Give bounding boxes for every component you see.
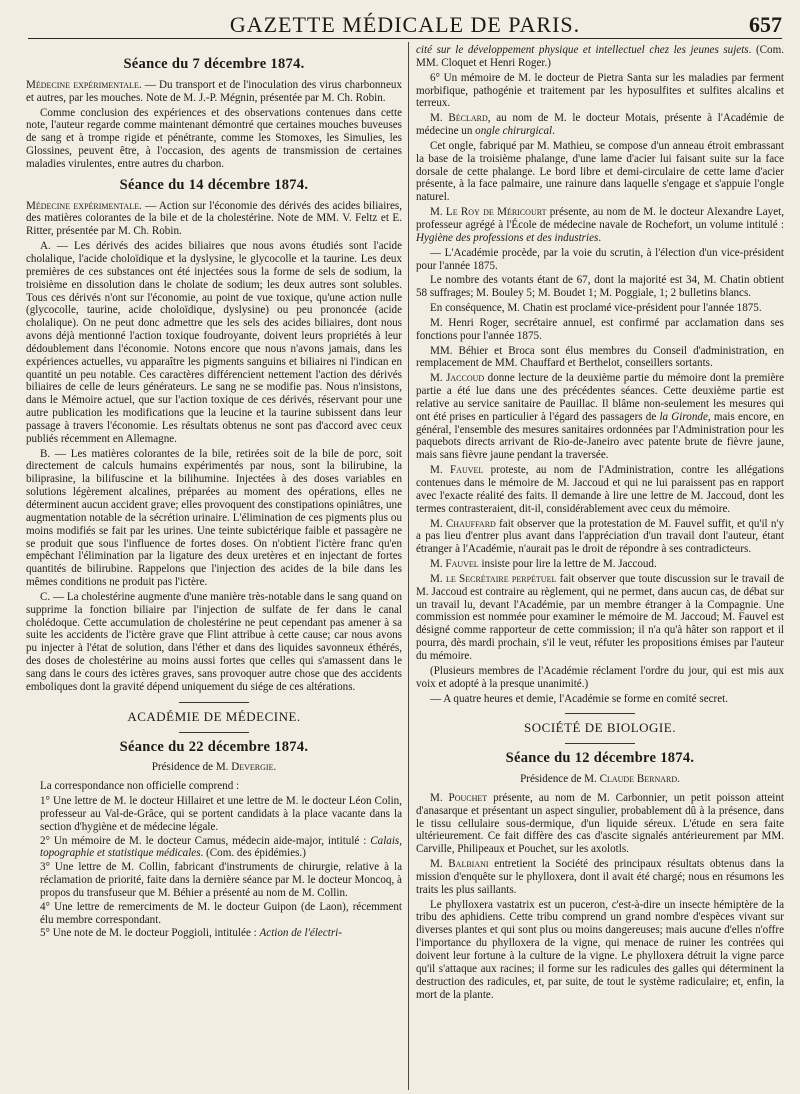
paragraph: Comme conclusion des expériences et des observations contenues dans cette note, l'auteur regarde comme maintenant démontré que certaines mouches buveuses de sang et à trompe rigide et pénétrante, comme les Stomoxes, les Simulies, les Glossines, peuvent être, à l'occasion, des agents de transmission de certaines maladies virulentes, entre autres du charbon. bbox=[26, 106, 402, 170]
separator-rule bbox=[179, 702, 249, 703]
paragraph-balbiani: M. Balbiani entretient la Société des principaux résultats obtenus dans la mission d'enquête sur le phylloxera, dont il avait été chargé; nous en résumons les traits les plus saillants. bbox=[416, 858, 784, 896]
masthead bbox=[28, 8, 782, 39]
paragraph: MM. Béhier et Broca sont élus membres du Conseil d'administration, en remplacement de MM. Chauffard et Berthelot, conseillers sortants. bbox=[416, 344, 784, 370]
session-heading-12-dec: Séance du 12 décembre 1874. bbox=[505, 750, 695, 767]
right-column bbox=[416, 44, 784, 1089]
list-item: 2° Un mémoire de M. le docteur Camus, médecin aide-major, intitulé : Calais, topographie et statistique médicales. (Com. des épidémies.) bbox=[40, 834, 402, 860]
paragraph-le-roy: M. Le Roy de Méricourt présente, au nom de M. le docteur Alexandre Layet, professeur agrégé à l'École de médecine navale de Rochefort, un volume intitulé : Hygiène des professions et des industries. bbox=[416, 206, 784, 244]
paragraph: Le phylloxera vastatrix est un puceron, c'est-à-dire un insecte hémiptère de la tribu des aphidiens. Cette tribu comprend un grand nombre d'espèces vivant sur diverses plantes et qui sont plus ou moins dangereuses; mais aucune d'elles n'offre l'importance du phylloxera de la vigne, qui menace de ruiner les contrées qui doivent leur fortune à la culture de la vigne. Le phylloxera détruit la vigne parce qu'il s'attaque aux racines; il forme sur les radicules des galles qui déterminent la destruction des radicules, et, par suite, de tout le système radiculaire; et, enfin, la mort de la plante. bbox=[416, 898, 784, 1001]
paragraph-pouchet: M. Pouchet présente, au nom de M. Carbonnier, un petit poisson atteint d'anasarque et présentant un aspect singulier, probablement dû à la présence, dans le tissu cellulaire sous-dermique, d'un liquide séreux. L'étude en sera faite ultérieurement. Ce fait diffère des cas d'ascite signalés antérieurement par MM. Carville, Philipeaux et Pouchet, sur les axolotls. bbox=[416, 791, 784, 856]
article-title: — Du transport et de l'inoculation des virus charbonneux et autres, par les mouches. Note de M. J.-P. Mégnin, présentée par M. Ch. Robin. bbox=[26, 78, 402, 104]
paragraph-a: A. — Les dérivés des acides biliaires que nous avons étudiés sont l'acide cholalique, l'acide choloïdique et la dyslysine, le glycocolle et la taurine. Les deux premières de ces substances ont été injectées sous la forme de sels de sodium, la troisième en dissolution dans le cholate de sodium; les deux autres sont solubles. Tous ces dérivés n'ont sur l'économie, au point de vue toxique, qu'une action nulle (glycocolle, taurine, acide choloïdique, dyslysine) ou peu prononcée (acide cholalique). On ne peut donc admettre que les sels des acides biliaires, dont nous avons déjà mentionné l'action toxique foudroyante, doivent leurs propriétés à leur dédoublement dans l'économie. Notons encore que nous n'avons jamais, dans les expériences actuelles, vu apparaître les pigments sanguins et biliaires ni l'indican en quantité un peu notable. Ces caractères différencient nettement l'action des dérivés biliaires de celle de leurs générateurs. Le sang ne se modifie pas. Nous n'insistons, dans le Mémoire actuel, que sur l'action toxique de ces dérivés, réservant pour une autre publication les modifications que la leucine et la taurine subissent dans leur passage à travers l'économie. Les résultats obtenus ne sont pas d'accord avec ceux publiés récemment en Allemagne. bbox=[26, 240, 402, 445]
paragraph: — L'Académie procède, par la voie du scrutin, à l'élection d'un vice-président pour l'année 1875. bbox=[416, 246, 784, 272]
separator-rule bbox=[565, 713, 635, 714]
journal-title: GAZETTE MÉDICALE DE PARIS. bbox=[229, 12, 581, 37]
list-item: 3° Une lettre de M. Collin, fabricant d'instruments de chirurgie, relative à la réclamation de priorité, faite dans la dernière séance par M. le docteur Moncoq, à propos du transfuseur que M. Béhier a présenté au nom de M. Collin. bbox=[40, 861, 402, 899]
paragraph-c: C. — La cholestérine augmente d'une manière très-notable dans le sang quand on supprime la fonction biliaire par l'injection de sulfate de fer dans le canal cholédoque. Cette accumulation de cholestérine ne peut cependant pas amener à sa suite les accidents de l'ictère grave que Flint attribue à cette cause; car nous avons pu injecter à l'état de solution, dans l'éther et dans des liquides savonneux éthérés, des doses de cholestérine au moins aussi fortes que celles qui s'amassent dans le sang dans le cours des ictères graves, sans provoquer autre chose que des accidents emboliques dont la gravité dépend uniquement du siége de ces altérations. bbox=[26, 590, 402, 693]
paragraph: Cet ongle, fabriqué par M. Mathieu, se compose d'un anneau étroit embrassant la base de la troisième phalange, d'une lame d'acier lui faisant suite sur la face dorsale de cette phalange. Le bord libre et demi-circulaire de cette lame d'acier présente, à la face palmaire, une rainure dans laquelle s'engage et s'appuie l'ongle naturel. bbox=[416, 139, 784, 204]
correspondence-intro: La correspondance non officielle comprend : bbox=[40, 780, 240, 793]
academy-heading: ACADÉMIE DE MÉDECINE. bbox=[127, 708, 301, 724]
session-heading-7-dec: Séance du 7 décembre 1874. bbox=[123, 56, 305, 72]
section-label: Médecine expérimentale. bbox=[26, 199, 142, 212]
paragraph: En conséquence, M. Chatin est proclamé vice-président pour l'année 1875. bbox=[430, 302, 762, 315]
list-item: 4° Une lettre de remerciments de M. le docteur Guipon (de Laon), récemment élu membre correspondant. bbox=[40, 900, 402, 926]
paragraph-b: B. — Les matières colorantes de la bile, retirées soit de la bile de porc, soit directement de calculs humains expérimentés par nous, sont la bilirubine, la biliprasine, la bilifuscine et la bilihumine. Injectées à des doses variables en solutions légèrement alcalines, préparées au moment des opérations, elles ne déterminent aucun accident grave; elles provoquent des constipations opiniâtres, une augmentation notable de la sécrétion urinaire. L'élimination de ces pigments plus ou moins modifiés se fait par les urines. Une teinte subictérique faible et passagère ne se produit que sous l'influence de fortes doses. On n'obtient l'ictère franc qu'en empêchant l'élimination par la ligature des deux uretères et en injectant de fortes quantités de bilirubine. Rappelons que l'injection des acides de la bile dans les mêmes conditions ne produit pas l'ictère. bbox=[26, 447, 402, 589]
list-item: 1° Une lettre de M. le docteur Hillairet et une lettre de M. le docteur Léon Colin, professeur au Val-de-Grâce, qui se portent candidats à la place vacante dans la section d'hygiène et de médecine légale. bbox=[40, 795, 402, 833]
presidency-line: Présidence de M. Devergie. bbox=[151, 761, 277, 774]
list-item: 5° Une note de M. le docteur Poggioli, intitulée : Action de l'électri- bbox=[40, 927, 342, 940]
paragraph: — A quatre heures et demie, l'Académie se forme en comité secret. bbox=[430, 692, 729, 705]
separator-rule bbox=[179, 732, 249, 733]
article-mouches bbox=[26, 79, 402, 105]
section-label: Médecine expérimentale. bbox=[26, 78, 142, 91]
left-column bbox=[26, 44, 402, 1089]
page-number: 657 bbox=[749, 12, 782, 37]
paragraph-fauvel: M. Fauvel proteste, au nom de l'Administration, contre les allégations contenues dans le mémoire de M. Jaccoud et qui ne lui paraissent pas en rapport avec l'exacte réalité des faits. Il demande à lire une lettre de M. Jaccoud, dont les termes contrasteraient, dit-il, considérablement avec ceux du mémoire. bbox=[416, 464, 784, 515]
paragraph-fauvel: M. Fauvel insiste pour lire la lettre de M. Jaccoud. bbox=[430, 558, 657, 571]
presidency-line: Présidence de M. Claude Bernard. bbox=[520, 773, 680, 786]
correspondence-list bbox=[26, 795, 402, 940]
paragraph-beclard: M. Béclard, au nom de M. le docteur Motais, présente à l'Académie de médecine un ongle chirurgical. bbox=[416, 112, 784, 138]
paragraph: M. Henri Roger, secrétaire annuel, est confirmé par acclamation dans ses fonctions pour l'année 1875. bbox=[416, 316, 784, 342]
session-heading-14-dec: Séance du 14 décembre 1874. bbox=[119, 176, 309, 193]
societe-heading: SOCIÉTÉ DE BIOLOGIE. bbox=[524, 720, 676, 736]
president-name: Claude Bernard bbox=[599, 773, 678, 786]
paragraph-jaccoud: M. Jaccoud donne lecture de la deuxième partie du mémoire dont la première partie a été lue dans une des précédentes séances. Cette deuxième partie est relative au service sanitaire de Pauillac. Il blâme non-seulement les mesures qui ont été prises en particulier à l'égard des passagers de la Gironde, mais encore, en général, l'ensemble des mesures sanitaires ordonnées par l'Administration pour les paquebots directs arrivant de Rio-de-Janeiro avec patente brute de fièvre jaune, mais sans fièvre jaune pendant la traversée. bbox=[416, 372, 784, 462]
session-heading-22-dec: Séance du 22 décembre 1874. bbox=[119, 738, 309, 755]
column-divider bbox=[408, 42, 409, 1090]
president-name: Devergie bbox=[231, 761, 274, 774]
paragraph-secretaire: M. le Secrétaire perpétuel fait observer que toute discussion sur le travail de M. Jaccoud est contraire au règlement, qui ne permet, dans aucun cas, de débat sur un travail lu, devant l'Académie, par un membre étranger à la Compagnie. Une commission est nommée pour examiner le mémoire de M. Jaccoud; M. Fauvel est désigné comme rapporteur de cette commission; il n'a qu'à hâter son rapport et il pourra, dès mardi prochain, s'il le veut, réfuter les propositions émises par l'auteur du mémoire. bbox=[416, 572, 784, 662]
article-title: — Action sur l'économie des dérivés des acides biliaires, des matières colorantes de la bile et de la cholestérine. Note de MM. V. Feltz et E. Ritter, présentée par M. Ch. Robin. bbox=[26, 199, 402, 238]
paragraph: Le nombre des votants étant de 67, dont la majorité est 34, M. Chatin obtient 58 suffrages; M. Bouley 5; M. Boudet 1; M. Poggiale, 1; 2 bulletins blancs. bbox=[416, 274, 784, 300]
article-acides-biliaires bbox=[26, 200, 402, 239]
paragraph: (Plusieurs membres de l'Académie réclament l'ordre du jour, qui est mis aux voix et adopté à la presque unanimité.) bbox=[416, 664, 784, 690]
separator-rule bbox=[565, 743, 635, 744]
list-item-continued: cité sur le développement physique et intellectuel chez les jeunes sujets. (Com. MM. Cloquet et Henri Roger.) bbox=[416, 44, 784, 69]
list-item: 6° Un mémoire de M. le docteur de Pietra Santa sur les maladies par ferment morbifique, pathogénie et traitement par les hyposulfites et sulfites alcalins et terreux. bbox=[416, 71, 784, 110]
paragraph-chauffard: M. Chauffard fait observer que la protestation de M. Fauvel suffit, et qu'il n'y a pas lieu d'entrer plus avant dans l'appréciation d'un travail dont l'auteur, étant étranger à l'Académie, n'aurait pas le droit de répondre à ses contradicteurs. bbox=[416, 517, 784, 556]
